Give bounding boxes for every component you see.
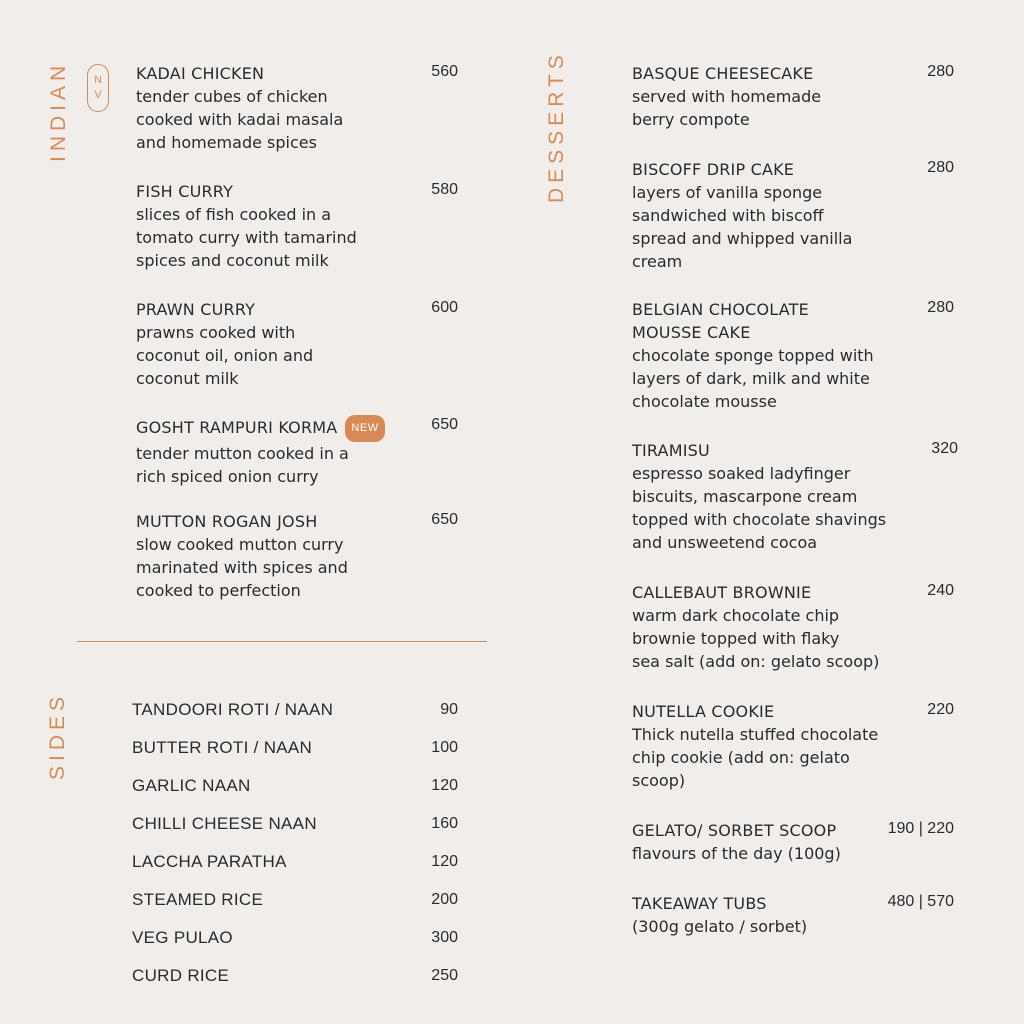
menu-item-biscoff-drip-cake	[632, 158, 922, 273]
item-name: BISCOFF DRIP CAKE	[632, 160, 795, 179]
item-price: 560	[431, 63, 458, 80]
item-name-row	[136, 415, 436, 442]
side-item-name: VEG PULAO	[132, 928, 233, 947]
item-price: 220	[927, 701, 954, 718]
item-desc-line: chip cookie (add on: gelato	[632, 748, 850, 767]
item-name: FISH CURRY	[136, 182, 234, 201]
new-badge: NEW	[345, 415, 384, 442]
item-desc-line: layers of vanilla sponge	[632, 183, 823, 202]
item-desc-line: brownie topped with flaky	[632, 629, 840, 648]
item-price: 280	[927, 299, 954, 316]
item-desc-line: coconut milk	[136, 369, 239, 388]
item-name: MUTTON ROGAN JOSH	[136, 512, 318, 531]
item-desc-line: sandwiched with biscoff	[632, 206, 824, 225]
item-desc-line: served with homemade	[632, 87, 822, 106]
item-desc-line: Thick nutella stuffed chocolate	[632, 725, 879, 744]
item-desc-line: layers of dark, milk and white	[632, 369, 870, 388]
side-item-price: 250	[431, 967, 458, 984]
item-name: GELATO/ SORBET SCOOP	[632, 821, 837, 840]
item-desc-line: (300g gelato / sorbet)	[632, 917, 808, 936]
item-name: TAKEAWAY TUBS	[632, 894, 767, 913]
item-name: NUTELLA COOKIE	[632, 702, 775, 721]
item-desc-line: espresso soaked ladyfinger	[632, 464, 851, 483]
item-desc-line: prawns cooked with	[136, 323, 296, 342]
item-desc-line: topped with chocolate shavings	[632, 510, 887, 529]
non-veg-badge	[87, 64, 109, 112]
item-desc-line: chocolate sponge topped with	[632, 346, 874, 365]
badge-letter-n: N	[94, 74, 102, 86]
section-divider	[77, 641, 487, 642]
section-label-desserts: DESSERTS	[545, 50, 568, 203]
item-price: 320	[931, 440, 958, 457]
item-desc-line: and homemade spices	[136, 133, 317, 152]
item-desc-line: biscuits, mascarpone cream	[632, 487, 858, 506]
item-desc-line: warm dark chocolate chip	[632, 606, 840, 625]
item-desc-line: slices of fish cooked in a	[136, 205, 332, 224]
item-name: CALLEBAUT BROWNIE	[632, 583, 812, 602]
item-desc-line: flavours of the day (100g)	[632, 844, 841, 863]
item-desc-line: spread and whipped vanilla	[632, 229, 853, 248]
menu-item-nutella-cookie	[632, 700, 922, 792]
side-item-price: 120	[431, 777, 458, 794]
item-price: 480 | 570	[887, 893, 954, 910]
side-item-name: STEAMED RICE	[132, 890, 264, 909]
item-price: 280	[927, 159, 954, 176]
item-price: 650	[431, 511, 458, 528]
menu-item-gosht-rampuri-korma	[136, 415, 436, 488]
item-name: BELGIAN CHOCOLATE	[632, 300, 809, 319]
item-desc-line: scoop)	[632, 771, 686, 790]
item-name: GOSHT RAMPURI KORMA	[136, 418, 338, 437]
item-price: 190 | 220	[887, 820, 954, 837]
item-desc-line: cooked to perfection	[136, 581, 301, 600]
menu-item-fish-curry	[136, 180, 456, 272]
side-item-price: 90	[440, 701, 458, 718]
item-desc-line: and unsweetend cocoa	[632, 533, 818, 552]
item-desc-line: berry compote	[632, 110, 750, 129]
side-item-price: 160	[431, 815, 458, 832]
item-desc-line: spices and coconut milk	[136, 251, 329, 270]
menu-item-kadai-chicken	[136, 62, 456, 154]
menu-item-belgian-chocolate-mousse-cake	[632, 298, 922, 413]
section-label-indian: INDIAN	[47, 60, 70, 162]
item-price: 240	[927, 582, 954, 599]
item-desc-line: slow cooked mutton curry	[136, 535, 344, 554]
side-item-name: BUTTER ROTI / NAAN	[132, 738, 313, 757]
side-item-price: 300	[431, 929, 458, 946]
item-desc-line: cream	[632, 252, 683, 271]
menu-item-gelato-sorbet-scoop	[632, 819, 892, 865]
side-item-price: 100	[431, 739, 458, 756]
item-price: 280	[927, 63, 954, 80]
side-item-name: CURD RICE	[132, 966, 230, 985]
item-desc-line: tender mutton cooked in a	[136, 444, 349, 463]
item-desc-line: rich spiced onion curry	[136, 467, 319, 486]
item-desc-line: coconut oil, onion and	[136, 346, 314, 365]
item-desc-line: cooked with kadai masala	[136, 110, 344, 129]
item-desc-line: tomato curry with tamarind	[136, 228, 357, 247]
item-name: KADAI CHICKEN	[136, 64, 265, 83]
item-price: 650	[431, 416, 458, 433]
item-desc-line: marinated with spices and	[136, 558, 348, 577]
menu-item-tiramisu	[632, 439, 922, 554]
item-name: PRAWN CURRY	[136, 300, 256, 319]
side-item-price: 120	[431, 853, 458, 870]
item-desc-line: chocolate mousse	[632, 392, 777, 411]
menu-item-prawn-curry	[136, 298, 456, 390]
item-desc-line: tender cubes of chicken	[136, 87, 328, 106]
menu-item-mutton-rogan-josh	[136, 510, 456, 602]
item-price: 580	[431, 181, 458, 198]
section-label-sides: SIDES	[46, 691, 69, 780]
menu-item-takeaway-tubs	[632, 892, 882, 938]
side-item-price: 200	[431, 891, 458, 908]
menu-item-callebaut-brownie	[632, 581, 922, 673]
side-item-name: TANDOORI ROTI / NAAN	[132, 700, 334, 719]
item-name: TIRAMISU	[632, 441, 710, 460]
side-item-name: GARLIC NAAN	[132, 776, 251, 795]
side-item-name: LACCHA PARATHA	[132, 852, 287, 871]
item-name: BASQUE CHEESECAKE	[632, 64, 814, 83]
item-desc-line: sea salt (add on: gelato scoop)	[632, 652, 880, 671]
item-name: MOUSSE CAKE	[632, 323, 751, 342]
side-item-name: CHILLI CHEESE NAAN	[132, 814, 317, 833]
menu-item-basque-cheesecake	[632, 62, 922, 131]
badge-letter-v: V	[94, 89, 102, 101]
item-price: 600	[431, 299, 458, 316]
